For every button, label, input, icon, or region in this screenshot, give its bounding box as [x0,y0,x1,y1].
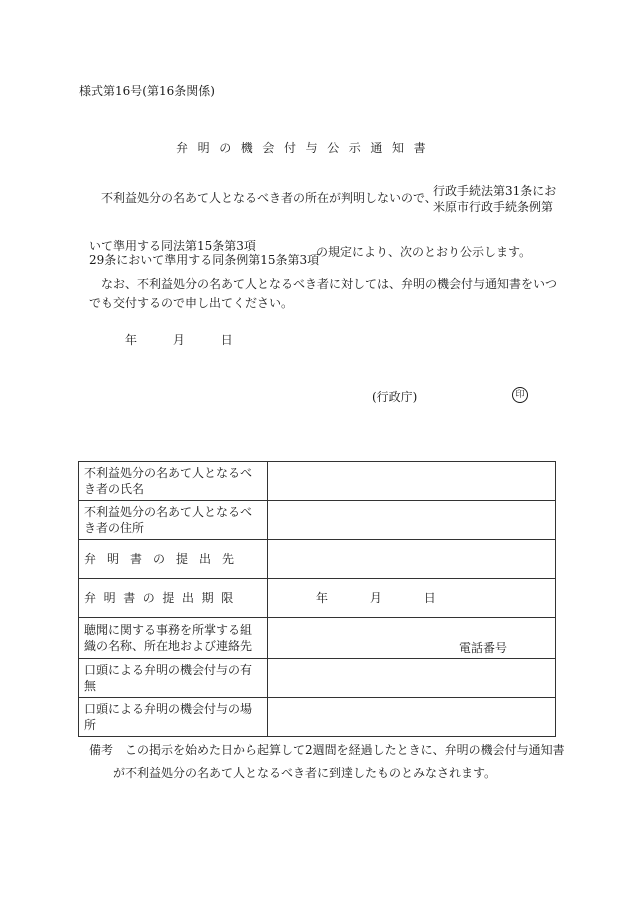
row-value [268,659,556,698]
notice-details-table [78,461,556,737]
remarks-text-1: この掲示を始めた日から起算して2週間を経過したときに、弁明の機会付与通知書 [125,743,565,757]
law-alternative-continuation: いて準用する同法第15条第3項 [89,239,256,253]
row-value [268,698,556,737]
date-month: 月 [172,333,185,347]
table-row [79,698,556,737]
table-row [79,579,556,618]
law-alternative-text: 行政手続法第31条にお [433,184,557,198]
remarks-key: 備考 [89,743,114,757]
table-row [79,501,556,540]
row-label: 口頭による弁明の機会付与の場所 [79,698,268,737]
paragraph-1-main: 不利益処分の名あて人となるべき者の所在が判明しないので、 [101,191,437,205]
ordinance-alternative-text: 米原市行政手続条例第 [433,200,554,214]
table-row [79,659,556,698]
date-day: 日 [220,333,233,347]
remarks-line-1 [89,743,565,757]
deadline-year: 年 [316,591,329,605]
ordinance-alternative-continuation: 29条において準用する同条例第15条第3項 [89,253,320,267]
row-label: 口頭による弁明の機会付与の有無 [79,659,268,698]
table-row [79,462,556,501]
row-label: 聴聞に関する事務を所掌する組織の名称、所在地および連絡先 [79,618,268,659]
remarks-line-2: が不利益処分の名あて人となるべき者に到達したものとみなされます。 [113,766,497,780]
table-row [79,618,556,659]
row-label: 弁明書の提出期限 [79,579,268,618]
row-label: 不利益処分の名あて人となるべき者の住所 [79,501,268,540]
deadline-day: 日 [423,591,436,605]
paragraph-2-main: の規定により、次のとおり公示します。 [316,245,532,259]
deadline-month: 月 [369,591,382,605]
row-label: 不利益処分の名あて人となるべき者の氏名 [79,462,268,501]
seal-stamp: 印 [512,387,528,403]
row-value [268,540,556,579]
table-row [79,540,556,579]
row-label: 弁明書の提出先 [79,540,268,579]
issue-date [125,333,265,347]
document-title: 弁明の機会付与公示通知書 [176,141,436,155]
deadline-date-value [268,579,556,618]
row-value [268,501,556,540]
row-value [268,462,556,501]
paragraph-2-alternatives [89,239,319,267]
paragraph-3: なお、不利益処分の名あて人となるべき者に対しては、弁明の機会付与通知書をいつでも交付するので申し出てください。 [89,277,558,310]
phone-number-label: 電話番号 [268,618,556,659]
form-number-label: 様式第16号(第16条関係) [79,84,215,98]
paragraph-1-alternatives [433,183,556,215]
date-year: 年 [125,333,138,347]
agency-label: (行政庁) [372,390,418,404]
